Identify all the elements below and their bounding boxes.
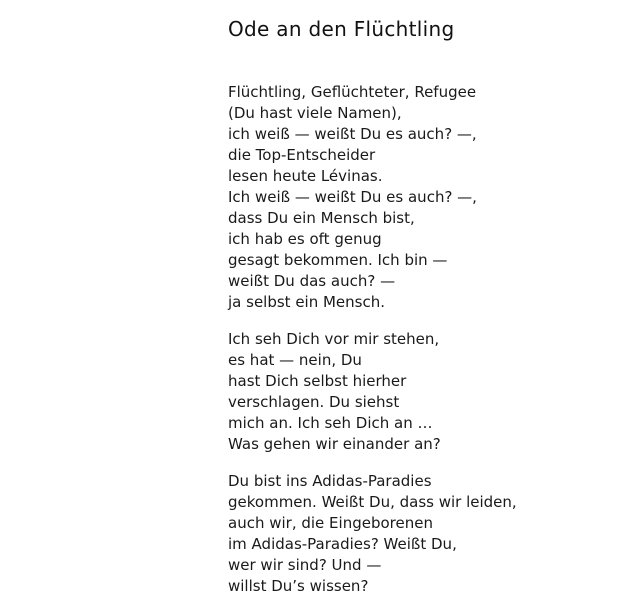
poem-line: verschlagen. Du siehst (228, 393, 400, 411)
poem-body (228, 82, 517, 613)
poem-line: dass Du ein Mensch bist, (228, 209, 415, 227)
stanza-3 (228, 471, 517, 597)
poem-line: gekommen. Weißt Du, dass wir leiden, (228, 493, 517, 511)
poem-line: willst Du’s wissen? (228, 577, 369, 595)
poem-line: auch wir, die Eingeborenen (228, 514, 433, 532)
poem-title: Ode an den Flüchtling (228, 17, 455, 41)
poem-line: Ich weiß — weißt Du es auch? —, (228, 188, 477, 206)
poem-line: (Du hast viele Namen), (228, 104, 402, 122)
poem-line: ja selbst ein Mensch. (228, 293, 386, 311)
poem-line: ich weiß — weißt Du es auch? —, (228, 125, 477, 143)
poem-line: Was gehen wir einander an? (228, 435, 441, 453)
poem-line: die Top-Entscheider (228, 146, 376, 164)
poem-line: gesagt bekommen. Ich bin — (228, 251, 448, 269)
poem-line: Flüchtling, Geflüchteter, Refugee (228, 83, 477, 101)
poem-line: im Adidas-Paradies? Weißt Du, (228, 535, 457, 553)
poem-line: wer wir sind? Und — (228, 556, 382, 574)
poem-line: Ich seh Dich vor mir stehen, (228, 330, 440, 348)
poem-line: es hat — nein, Du (228, 351, 362, 369)
poem-line: lesen heute Lévinas. (228, 167, 383, 185)
poem-line: ich hab es oft genug (228, 230, 382, 248)
stanza-1 (228, 82, 517, 313)
poem-line: hast Dich selbst hierher (228, 372, 407, 390)
poem-line: Du bist ins Adidas-Paradies (228, 472, 432, 490)
stanza-2 (228, 329, 517, 455)
poem-line: mich an. Ich seh Dich an … (228, 414, 433, 432)
poem-line: weißt Du das auch? — (228, 272, 396, 290)
